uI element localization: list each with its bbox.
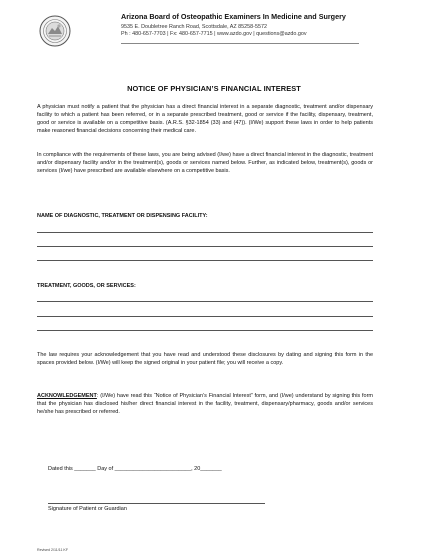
treatment-line-2[interactable]: [37, 316, 373, 317]
acknowledgement-text: : (I/We) have read this “Notice of Physician’s Financial Interest” form, and (I/we) understand by signing this form that the physician has disclosed his/her direct financial interest in the facility, treatment, dispensary/pharmacy, goods and/or services he/she has prescribed or referred.: [37, 393, 373, 416]
treatment-line-3[interactable]: [37, 330, 373, 331]
facility-line-2[interactable]: [37, 246, 373, 247]
acknowledgement-label: ACKNOWLEDGEMENT: [37, 393, 97, 399]
state-seal-logo: [39, 15, 71, 47]
treatment-line-1[interactable]: [37, 301, 373, 302]
revision-note: Revised 2/11/11 KF: [37, 548, 69, 552]
intro-paragraph: A physician must notify a patient that the physician has a direct financial interest in a separate diagnostic, treatment and/or dispensary facility to which a patient has been referred, or in a separate prescribed treatment, good or service if the facility, dispensary, treatment, good or service is available on a competitive basis. (A.R.S. §32-1854 (33) and (47)). (I/We) support these laws in order to help patients make reasoned financial decisions concerning their medical care.: [37, 104, 373, 135]
signature-line[interactable]: [48, 503, 265, 504]
header-divider: [121, 43, 359, 44]
letterhead: [121, 12, 391, 38]
organization-address: 9535 E. Doubletree Ranch Road, Scottsdale, AZ 85258-5572: [121, 24, 267, 30]
treatment-label: TREATMENT, GOODS, OR SERVICES:: [37, 283, 136, 289]
compliance-paragraph: In compliance with the requirements of these laws, you are being advised (I/we) have a direct financial interest in the diagnostic, treatment and/or dispensary facility and/or in the treatment(s), goods or services named below. Further, as indicated below, treatment(s), goods or services (I/we) have prescribed are available elsewhere on a competitive basis.: [37, 152, 373, 175]
document-title: NOTICE OF PHYSICIAN’S FINANCIAL INTEREST: [127, 84, 301, 93]
signature-label: Signature of Patient or Guardian: [48, 506, 127, 512]
facility-line-3[interactable]: [37, 260, 373, 261]
organization-contact: Ph : 480-657-7703 | Fx: 480-657-7715 | www.azdo.gov | questions@azdo.gov: [121, 31, 307, 37]
law-paragraph: The law requires your acknowledgement that you have read and understood these disclosures by dating and signing this form in the spaces provided below. (I/We) will keep the signed original in your patient file; you will receive a copy.: [37, 352, 373, 367]
date-field[interactable]: Dated this _______ Day of _________________________, 20_______: [48, 466, 222, 472]
organization-name: Arizona Board of Osteopathic Examiners In Medicine and Surgery: [121, 12, 346, 21]
acknowledgement-paragraph: [37, 392, 373, 416]
facility-line-1[interactable]: [37, 232, 373, 233]
facility-label: NAME OF DIAGNOSTIC, TREATMENT OR DISPENSING FACILITY:: [37, 213, 208, 219]
